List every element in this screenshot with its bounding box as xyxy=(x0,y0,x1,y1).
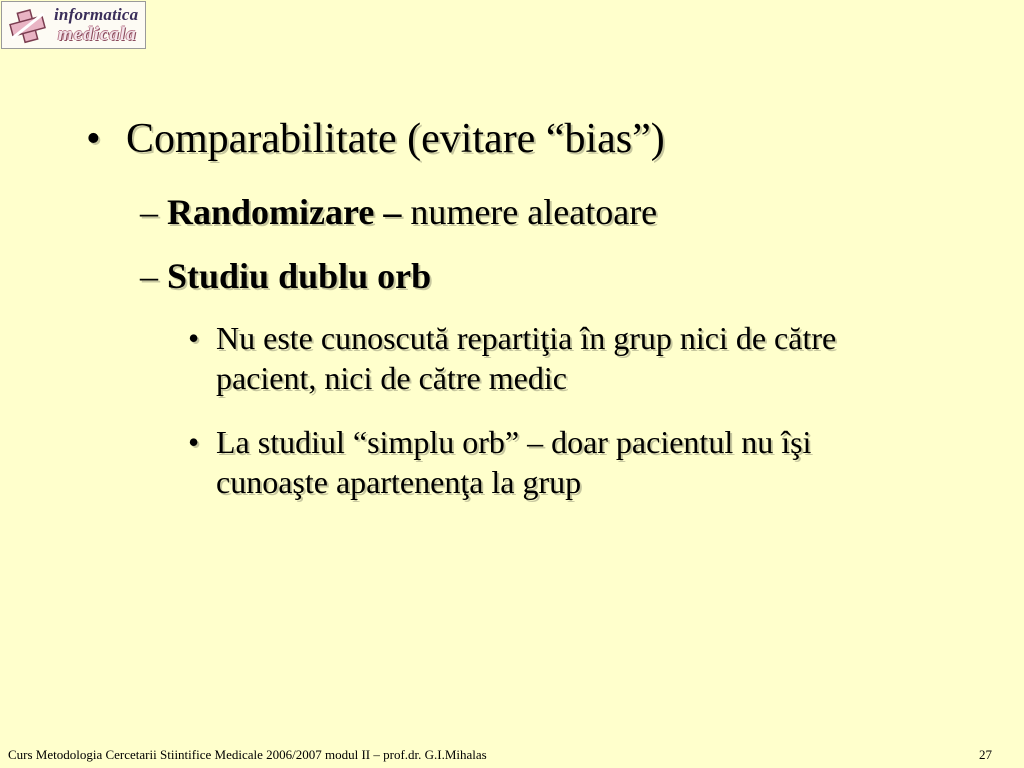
logo-text-medicala: medicala xyxy=(58,24,137,45)
sub-sub-bullet-text: Nu este cunoscută repartiţia în grup nici de către pacient, nici de către medic xyxy=(216,320,837,396)
sub-sub-bullet-nu-este-cunoscuta xyxy=(188,318,928,398)
bullet-comparabilitate xyxy=(86,113,665,165)
bullet-marker: • xyxy=(188,320,200,356)
bullet-text: Comparabilitate (evitare “bias”) xyxy=(126,116,665,162)
dash-marker: – xyxy=(140,256,158,296)
logo-text-informatica: informatica xyxy=(54,5,139,24)
sub-sub-bullet-text: La studiul “simplu orb” – doar pacientul nu îşi cunoaşte apartenenţa la grup xyxy=(216,424,812,500)
sub-sub-bullet-simplu-orb xyxy=(188,422,928,502)
sub-bullet-bold-text: Studiu dublu orb xyxy=(167,256,432,296)
dash-marker: – xyxy=(140,192,158,232)
page-number: 27 xyxy=(979,747,992,762)
sub-bullet-studiu-dublu-orb xyxy=(140,254,431,298)
sub-bullet-text: numere aleatoare xyxy=(401,192,658,232)
sub-bullet-randomizare xyxy=(140,190,657,234)
footer-course-info: Curs Metodologia Cercetarii Stiintifice Medicale 2006/2007 modul II – prof.dr. G.I.Mihalas xyxy=(8,747,487,762)
sub-bullet-bold-text: Randomizare – xyxy=(167,192,402,232)
bullet-marker: • xyxy=(86,116,101,162)
bullet-marker: • xyxy=(188,424,200,460)
